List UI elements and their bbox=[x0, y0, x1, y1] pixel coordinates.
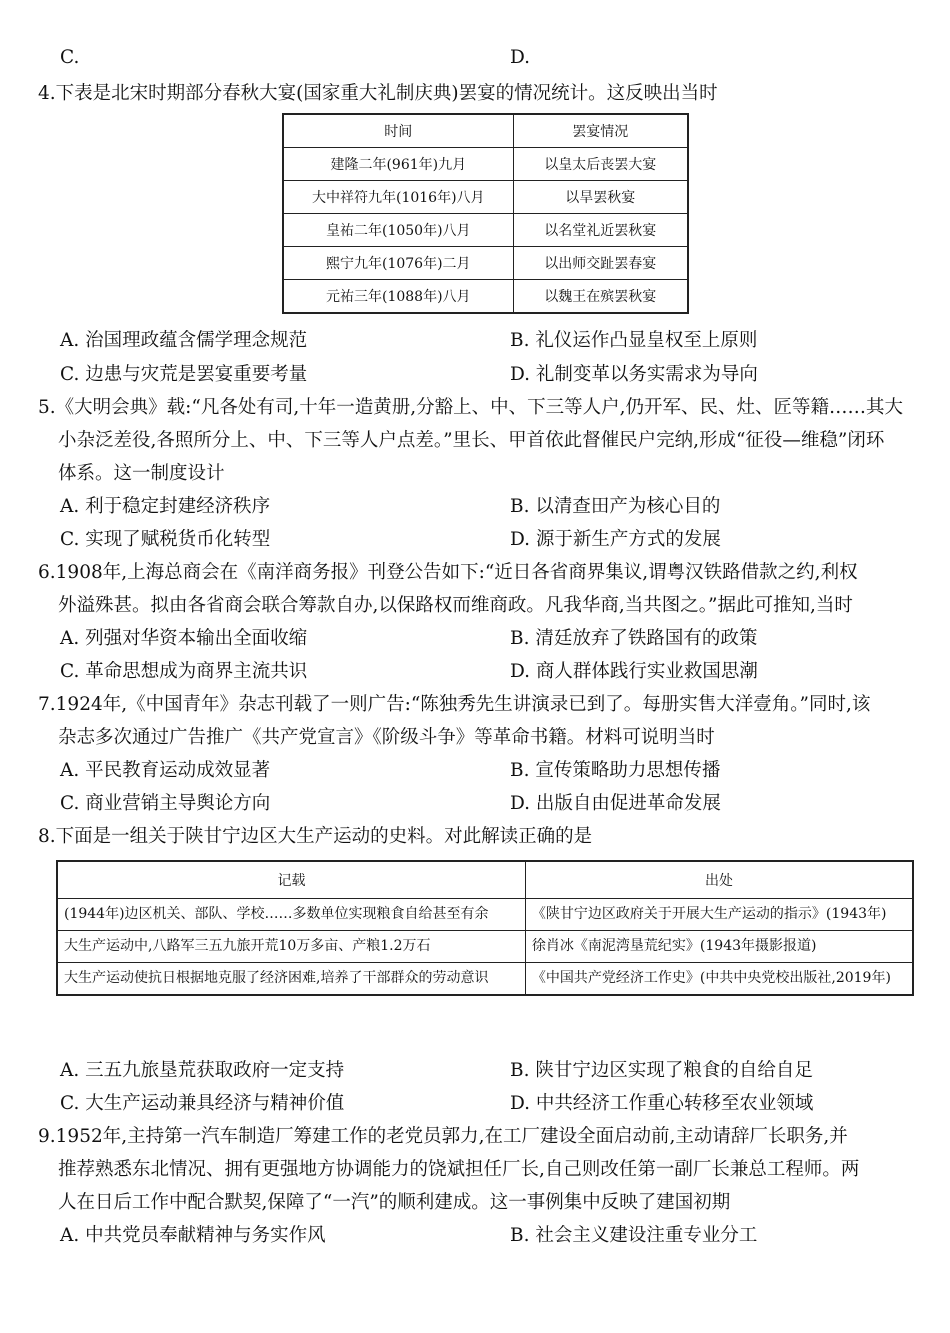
q9-option-b[interactable]: B. 社会主义建设注重专业分工 bbox=[510, 1225, 758, 1246]
q8-option-b[interactable]: B. 陕甘宁边区实现了粮食的自给自足 bbox=[510, 1060, 813, 1081]
table-row bbox=[283, 247, 688, 280]
q7-option-c[interactable]: C. 商业营销主导舆论方向 bbox=[60, 793, 271, 814]
q9-stem-line3: 人在日后工作中配合默契,保障了“一汽”的顺利建成。这一事例集中反映了建国初期 bbox=[58, 1192, 731, 1213]
table-cell: 熙宁九年(1076年)二月 bbox=[283, 247, 513, 280]
q6-stem-line1: 6.1908年,上海总商会在《南洋商务报》刊登公告如下:“近日各省商界集议,谓粤汉铁路借款之约,利权 bbox=[38, 562, 858, 583]
q8-stem: 8.下面是一组关于陕甘宁边区大生产运动的史料。对此解读正确的是 bbox=[38, 826, 593, 847]
table-cell: 大中祥符九年(1016年)八月 bbox=[283, 181, 513, 214]
q9-stem-line1: 9.1952年,主持第一汽车制造厂筹建工作的老党员郭力,在工厂建设全面启动前,主动请辞厂长职务,并 bbox=[38, 1126, 848, 1147]
q5-option-c[interactable]: C. 实现了赋税货币化转型 bbox=[60, 529, 271, 550]
q7-option-b[interactable]: B. 宣传策略助力思想传播 bbox=[510, 760, 721, 781]
table-row bbox=[57, 899, 913, 931]
table-cell: 以魏王在殡罢秋宴 bbox=[513, 280, 688, 314]
q5-option-b[interactable]: B. 以清查田产为核心目的 bbox=[510, 496, 721, 517]
table-cell: 《陕甘宁边区政府关于开展大生产运动的指示》(1943年) bbox=[525, 899, 913, 931]
q9-stem-line2: 推荐熟悉东北情况、拥有更强地方协调能力的饶斌担任厂长,自己则改任第一副厂长兼总工程师。两 bbox=[58, 1159, 860, 1180]
table-header-time: 时间 bbox=[283, 114, 513, 148]
q7-option-a[interactable]: A. 平民教育运动成效显著 bbox=[60, 760, 271, 781]
table-header-row bbox=[57, 861, 913, 899]
table-header-status: 罢宴情况 bbox=[513, 114, 688, 148]
q6-option-a[interactable]: A. 列强对华资本输出全面收缩 bbox=[60, 628, 308, 649]
table-cell: 建隆二年(961年)九月 bbox=[283, 148, 513, 181]
q6-option-c[interactable]: C. 革命思想成为商界主流共识 bbox=[60, 661, 308, 682]
table-header-record: 记载 bbox=[57, 861, 525, 899]
table-cell: 元祐三年(1088年)八月 bbox=[283, 280, 513, 314]
table-cell: 皇祐二年(1050年)八月 bbox=[283, 214, 513, 247]
q7-option-d[interactable]: D. 出版自由促进革命发展 bbox=[510, 793, 721, 814]
table-cell: 大生产运动使抗日根据地克服了经济困难,培养了干部群众的劳动意识 bbox=[57, 963, 525, 996]
table-header-row bbox=[283, 114, 688, 148]
q8-table bbox=[56, 860, 914, 996]
q5-stem-line2: 小杂泛差役,各照所分上、中、下三等人户点差。”里长、甲首依此督催民户完纳,形成“征役—维稳”闭环 bbox=[58, 430, 885, 451]
q4-option-d[interactable]: D. 礼制变革以务实需求为导向 bbox=[510, 364, 758, 385]
table-row bbox=[57, 963, 913, 996]
table-cell: 以旱罢秋宴 bbox=[513, 181, 688, 214]
table-cell: (1944年)边区机关、部队、学校……多数单位实现粮食自给甚至有余 bbox=[57, 899, 525, 931]
table-cell: 以皇太后丧罢大宴 bbox=[513, 148, 688, 181]
table-header-source: 出处 bbox=[525, 861, 913, 899]
q7-stem-line1: 7.1924年,《中国青年》杂志刊载了一则广告:“陈独秀先生讲演录已到了。每册实售大洋壹角。”同时,该 bbox=[38, 694, 871, 715]
q5-stem-line1: 5.《大明会典》载:“凡各处有司,十年一造黄册,分豁上、中、下三等人户,仍开军、民、灶、匠等籍……其大 bbox=[38, 397, 903, 418]
q6-option-b[interactable]: B. 清廷放弃了铁路国有的政策 bbox=[510, 628, 758, 649]
q4-option-b[interactable]: B. 礼仪运作凸显皇权至上原则 bbox=[510, 330, 758, 351]
q4-option-c[interactable]: C. 边患与灾荒是罢宴重要考量 bbox=[60, 364, 308, 385]
q3-option-d: D. bbox=[510, 47, 531, 68]
q5-option-a[interactable]: A. 利于稳定封建经济秩序 bbox=[60, 496, 271, 517]
q8-option-a[interactable]: A. 三五九旅垦荒获取政府一定支持 bbox=[60, 1060, 345, 1081]
q4-stem: 4.下表是北宋时期部分春秋大宴(国家重大礼制庆典)罢宴的情况统计。这反映出当时 bbox=[38, 83, 718, 104]
table-row bbox=[283, 280, 688, 314]
q8-option-c[interactable]: C. 大生产运动兼具经济与精神价值 bbox=[60, 1093, 345, 1114]
q7-stem-line2: 杂志多次通过广告推广《共产党宣言》《阶级斗争》等革命书籍。材料可说明当时 bbox=[58, 727, 715, 748]
table-row bbox=[283, 214, 688, 247]
table-cell: 《中国共产党经济工作史》(中共中央党校出版社,2019年) bbox=[525, 963, 913, 996]
q5-option-d[interactable]: D. 源于新生产方式的发展 bbox=[510, 529, 721, 550]
table-row bbox=[283, 148, 688, 181]
q6-stem-line2: 外溢殊甚。拟由各省商会联合筹款自办,以保路权而维商政。凡我华商,当共图之。”据此可推知,当时 bbox=[58, 595, 853, 616]
q6-option-d[interactable]: D. 商人群体践行实业救国思潮 bbox=[510, 661, 758, 682]
q3-option-c: C. bbox=[60, 47, 80, 68]
table-cell: 以名堂礼近罢秋宴 bbox=[513, 214, 688, 247]
table-cell: 大生产运动中,八路军三五九旅开荒10万多亩、产粮1.2万石 bbox=[57, 931, 525, 963]
q5-stem-line3: 体系。这一制度设计 bbox=[58, 463, 225, 484]
q8-option-d[interactable]: D. 中共经济工作重心转移至农业领域 bbox=[510, 1093, 814, 1114]
table-cell: 徐肖冰《南泥湾垦荒纪实》(1943年摄影报道) bbox=[525, 931, 913, 963]
table-cell: 以出师交趾罢春宴 bbox=[513, 247, 688, 280]
q4-table bbox=[282, 113, 689, 314]
q4-option-a[interactable]: A. 治国理政蕴含儒学理念规范 bbox=[60, 330, 308, 351]
table-row bbox=[283, 181, 688, 214]
table-row bbox=[57, 931, 913, 963]
q9-option-a[interactable]: A. 中共党员奉献精神与务实作风 bbox=[60, 1225, 326, 1246]
